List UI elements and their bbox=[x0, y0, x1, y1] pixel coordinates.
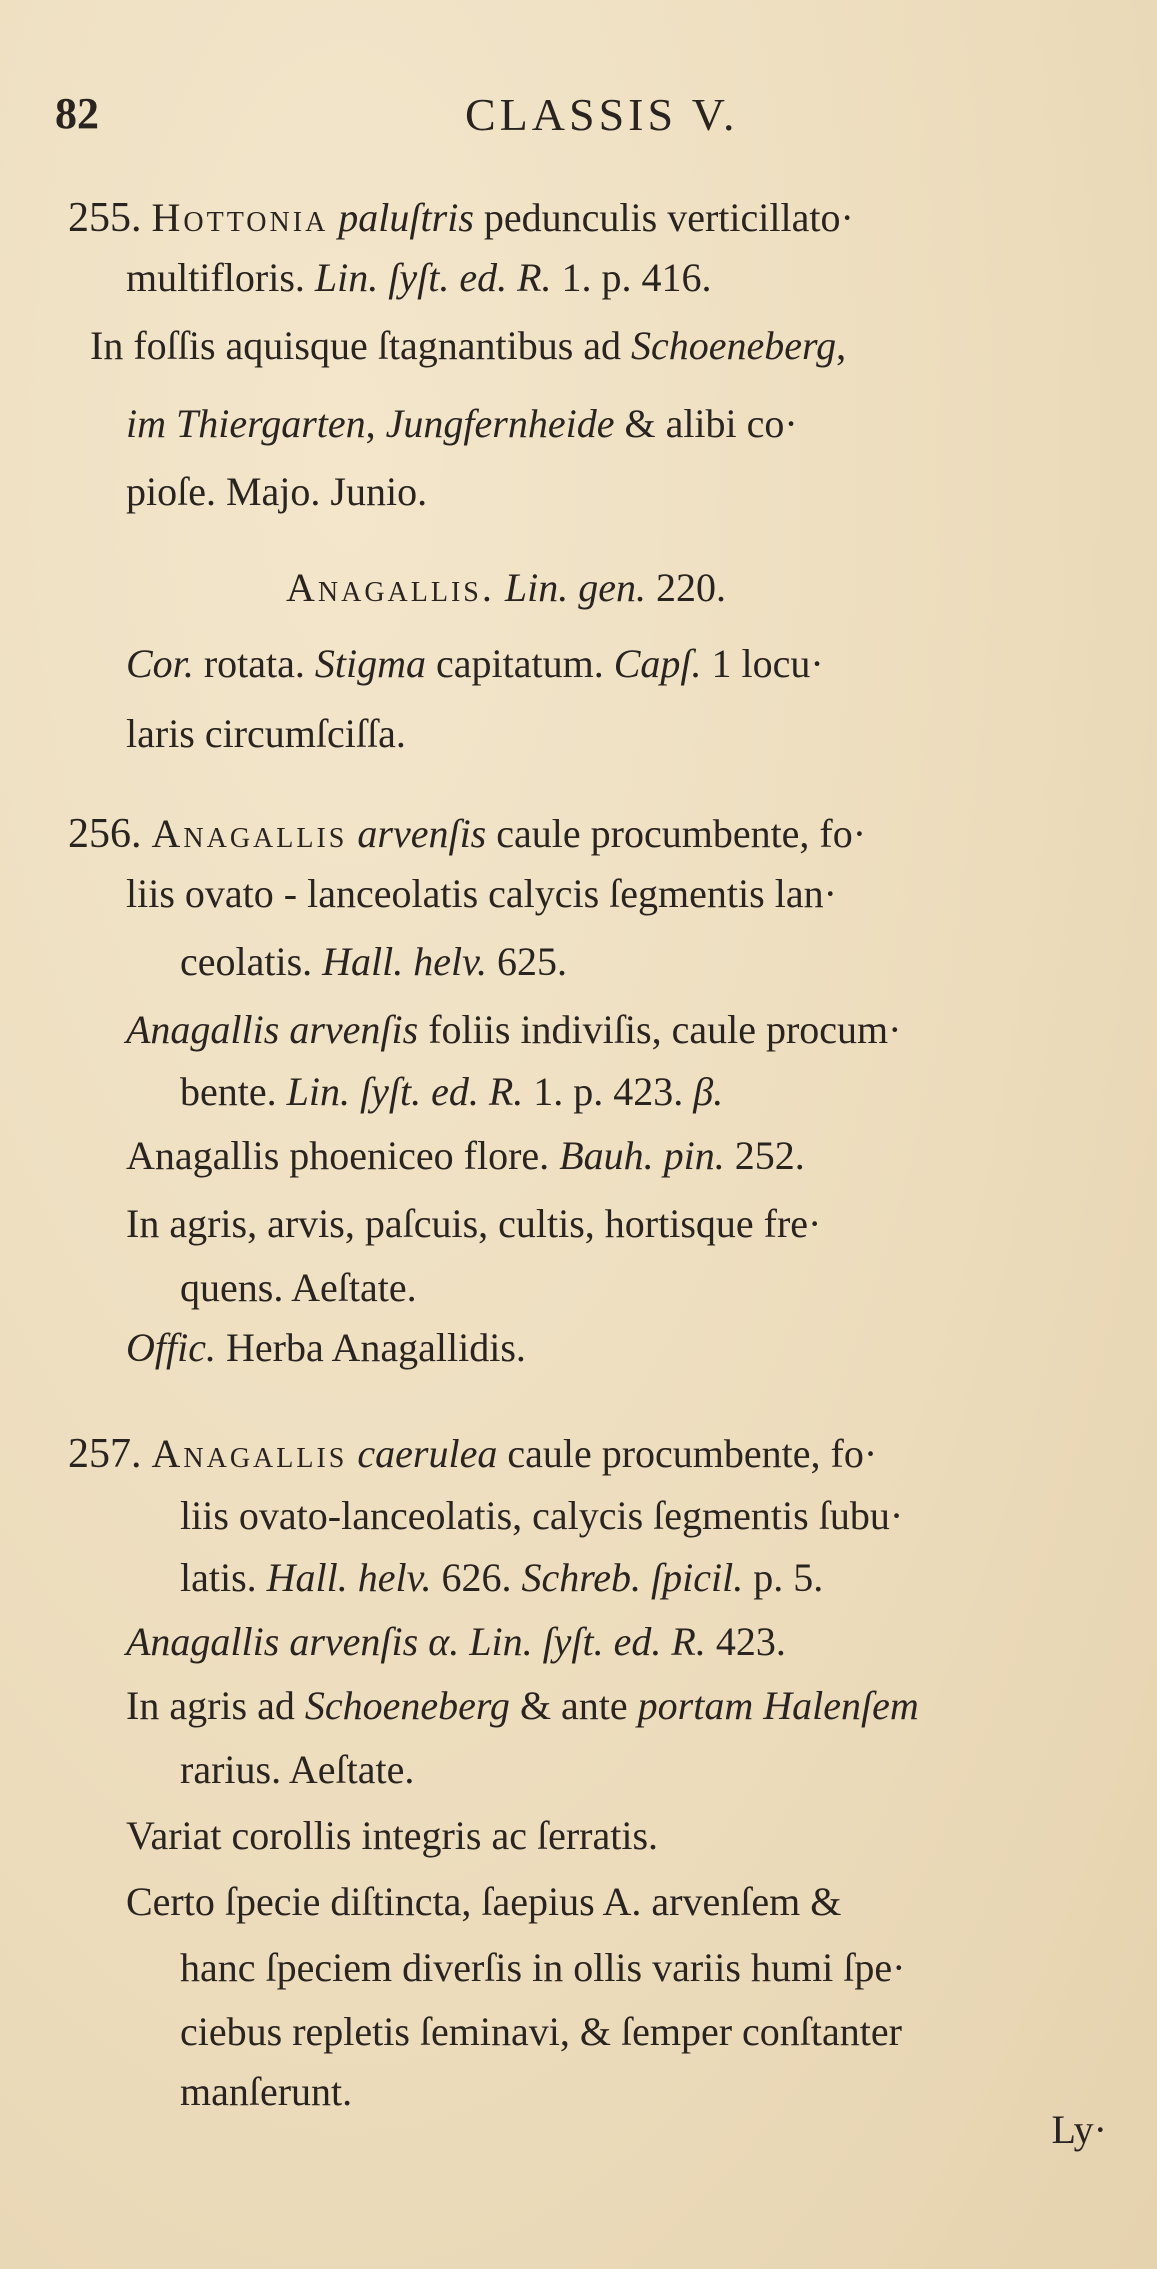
text-run: Schoeneberg bbox=[304, 1683, 510, 1728]
text-run: In agris, arvis, paſcuis, cultis, hortisque fre· bbox=[126, 1201, 822, 1246]
text-run: In foſſis aquisque ſtagnantibus ad bbox=[90, 323, 632, 368]
text-run bbox=[347, 811, 357, 856]
text-run bbox=[328, 195, 338, 240]
text-run: 255. bbox=[68, 195, 142, 241]
text-run: 1 locu· bbox=[701, 641, 824, 686]
text-line bbox=[126, 398, 798, 450]
text-line bbox=[90, 320, 846, 372]
text-run: caerulea bbox=[357, 1431, 498, 1476]
text-run: rotata. bbox=[193, 641, 315, 686]
text-run: Schoeneberg bbox=[631, 323, 837, 368]
text-line bbox=[180, 1744, 414, 1796]
text-run: β. bbox=[693, 1069, 724, 1114]
text-line bbox=[180, 1262, 417, 1314]
text-run: 220. bbox=[646, 565, 726, 610]
text-line bbox=[286, 562, 726, 614]
text-run: Lin. ſyſt. ed. R. bbox=[469, 1619, 706, 1664]
text-run: Variat corollis integris ac ſerratis. bbox=[126, 1813, 659, 1858]
text-run: bente. bbox=[180, 1069, 287, 1114]
text-run: 256. bbox=[68, 811, 142, 857]
text-run: Lin. ſyſt. ed. R. bbox=[286, 1069, 524, 1114]
text-run: 626. bbox=[431, 1555, 522, 1600]
text-run: caule procumbente, fo· bbox=[497, 1431, 878, 1476]
text-line bbox=[180, 2066, 352, 2118]
text-run: , bbox=[365, 401, 386, 446]
text-run: ceolatis. bbox=[180, 939, 323, 984]
text-run bbox=[347, 1431, 357, 1476]
text-run: multifloris. bbox=[126, 255, 315, 300]
text-run: Capſ. bbox=[613, 641, 702, 686]
text-run: 1. p. 416. bbox=[551, 255, 712, 300]
text-line bbox=[126, 708, 406, 760]
text-run: Anagallis bbox=[151, 811, 348, 856]
text-line bbox=[126, 1680, 919, 1732]
text-run: liis ovato - lanceolatis calycis ſegmentis lan· bbox=[126, 871, 837, 916]
text-run bbox=[142, 195, 152, 240]
text-line bbox=[126, 1130, 805, 1182]
text-run: pioſe. Majo. Junio. bbox=[126, 469, 428, 514]
text-run: Anagallis bbox=[151, 1431, 348, 1476]
text-line bbox=[180, 1490, 903, 1542]
text-run: Cor. bbox=[126, 641, 194, 686]
text-run: Anagallis arvenſis bbox=[126, 1007, 419, 1052]
text-run: 252. bbox=[724, 1133, 805, 1178]
text-line bbox=[180, 1066, 723, 1118]
text-run: rarius. Aeſtate. bbox=[180, 1747, 415, 1792]
text-run: liis ovato-lanceolatis, calycis ſegmentis ſubu· bbox=[180, 1493, 904, 1538]
text-line bbox=[68, 192, 854, 244]
text-run: foliis indiviſis, caule procum· bbox=[418, 1007, 902, 1052]
text-line bbox=[180, 2006, 902, 2058]
text-run bbox=[459, 1619, 469, 1664]
text-run: Bauh. pin. bbox=[559, 1133, 725, 1178]
text-run bbox=[142, 1431, 152, 1476]
page-number: 82 bbox=[55, 89, 99, 138]
text-line bbox=[126, 466, 427, 518]
text-run: & alibi co· bbox=[614, 401, 798, 446]
text-run: quens. Aeſtate. bbox=[180, 1265, 417, 1310]
text-line bbox=[180, 1552, 823, 1604]
text-line bbox=[126, 1322, 526, 1374]
text-line bbox=[68, 1428, 877, 1480]
text-line bbox=[126, 1616, 786, 1668]
text-run: In agris ad bbox=[126, 1683, 305, 1728]
text-run: p. 5. bbox=[743, 1555, 824, 1600]
text-run: ciebus repletis ſeminavi, & ſemper conſtanter bbox=[180, 2009, 902, 2054]
text-run: latis. bbox=[180, 1555, 267, 1600]
text-run: Anagallis phoeniceo flore. bbox=[126, 1133, 560, 1178]
text-run bbox=[495, 565, 505, 610]
text-run: , bbox=[836, 323, 847, 368]
text-run: Hall. helv. bbox=[322, 939, 487, 984]
text-run: hanc ſpeciem diverſis in ollis variis humi ſpe· bbox=[180, 1945, 906, 1990]
text-run: caule procumbente, fo· bbox=[486, 811, 867, 856]
text-run: 1. p. 423. bbox=[523, 1069, 694, 1114]
text-run: portam Halenſem bbox=[637, 1683, 919, 1728]
text-run: 423. bbox=[705, 1619, 786, 1664]
text-run: Anagallis arvenſis α. bbox=[126, 1619, 460, 1664]
page-header bbox=[55, 88, 1115, 148]
text-line bbox=[126, 638, 824, 690]
text-line bbox=[126, 1198, 821, 1250]
text-line bbox=[126, 1876, 841, 1928]
text-run: Offic. bbox=[126, 1325, 216, 1370]
text-run: Lin. gen. bbox=[504, 565, 646, 610]
text-run: 625. bbox=[486, 939, 567, 984]
text-run: & ante bbox=[509, 1683, 638, 1728]
text-run: Anagallis. bbox=[286, 565, 495, 610]
text-run: Stigma bbox=[314, 641, 426, 686]
text-run: Hottonia bbox=[151, 195, 329, 240]
text-line bbox=[126, 868, 837, 920]
text-line bbox=[68, 808, 866, 860]
text-line bbox=[126, 252, 712, 304]
text-run bbox=[142, 811, 152, 856]
text-run: Certo ſpecie diſtincta, ſaepius A. arvenſem & bbox=[126, 1879, 842, 1924]
text-run: Jungfernheide bbox=[385, 401, 615, 446]
text-run: capitatum. bbox=[426, 641, 614, 686]
text-run: Hall. helv. bbox=[266, 1555, 432, 1600]
text-run: 257. bbox=[68, 1431, 142, 1477]
text-run: arvenſis bbox=[357, 811, 487, 856]
text-run: laris circumſciſſa. bbox=[126, 711, 406, 756]
text-run: pedunculis verticillato· bbox=[473, 195, 854, 240]
catchword: Ly· bbox=[1051, 2107, 1107, 2152]
running-title: CLASSIS V. bbox=[465, 89, 739, 140]
text-line bbox=[180, 936, 567, 988]
text-run: manſerunt. bbox=[180, 2069, 353, 2114]
text-run: Lin. ſyſt. ed. R. bbox=[314, 255, 552, 300]
text-run: im Thiergarten bbox=[126, 401, 366, 446]
text-run: Herba Anagallidis. bbox=[215, 1325, 526, 1370]
text-line bbox=[126, 1810, 658, 1862]
text-line bbox=[126, 1004, 901, 1056]
text-run: paluſtris bbox=[338, 195, 474, 240]
text-line bbox=[180, 1942, 905, 1994]
text-run: Schreb. ſpicil. bbox=[521, 1555, 744, 1600]
